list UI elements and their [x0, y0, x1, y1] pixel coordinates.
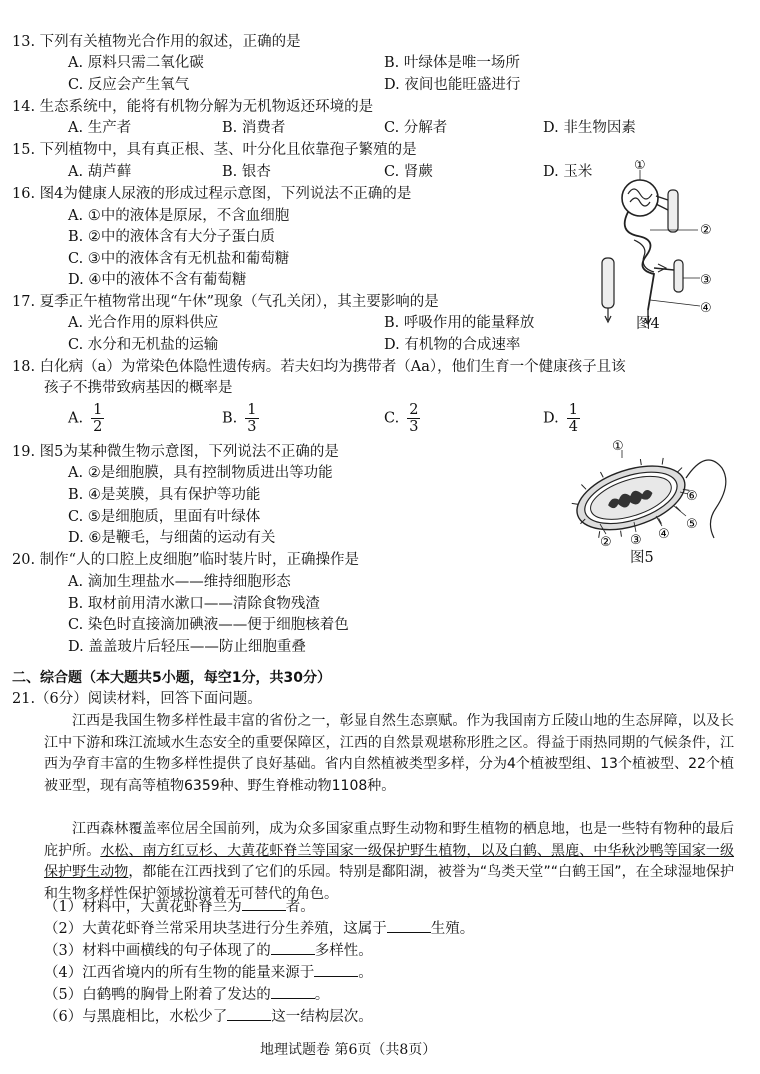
- fig4-label-1: ①: [634, 160, 646, 173]
- q21-sub-4: （4）江西省境内的所有生物的能量来源于 。: [44, 962, 373, 983]
- answer-blank-1[interactable]: [242, 896, 286, 911]
- fig4-label-3: ③: [700, 273, 712, 288]
- q21-sub-1: （1）材料中，大黄花虾脊兰为 者。: [44, 896, 315, 917]
- fig5-label-1: ①: [612, 440, 624, 454]
- q13-option-b: B. 叶绿体是唯一场所: [384, 55, 520, 71]
- q21-sub-2: （2）大黄花虾脊兰常采用块茎进行分生养殖，这属于 生殖。: [44, 918, 474, 939]
- q16-stem: 16. 图4为健康人尿液的形成过程示意图，下列说法不正确的是: [12, 186, 412, 202]
- q21-sub-3: （3）材料中画横线的句子体现了的 多样性。: [44, 940, 373, 961]
- q16-option-b: B. ②中的液体含有大分子蛋白质: [68, 229, 275, 245]
- q21-sub-6: （6）与黑鹿相比，水松少了 这一结构层次。: [44, 1006, 373, 1027]
- page-footer: 地理试题卷 第6页（共8页）: [260, 1042, 437, 1058]
- figure-5-bacterium-diagram: [570, 440, 735, 550]
- fig5-label-5: ⑤: [686, 517, 698, 532]
- q15-option-a: A. 葫芦藓: [68, 164, 132, 180]
- q18-stem-line2: 孩子不携带致病基因的概率是: [44, 380, 233, 396]
- answer-blank-4[interactable]: [314, 962, 358, 977]
- answer-blank-3[interactable]: [271, 940, 315, 955]
- fig4-label-4: ④: [700, 301, 712, 316]
- q13-option-a: A. 原料只需二氧化碳: [68, 55, 204, 71]
- q13-stem: 13. 下列有关植物光合作用的叙述，正确的是: [12, 34, 301, 50]
- q21-passage-paragraph-2: 江西森林覆盖率位居全国前列，成为众多国家重点野生动物和野生植物的栖息地，也是一些特有物种的最后庇护所。水松、南方红豆杉、大黄花虾脊兰等国家一级保护野生植物，以及白鹤、黑鹿、中华秋沙鸭等国家一级保护野生动物，都能在江西找到了它们的乐园。特别是鄱阳湖，被誉为“鸟类天堂”“白鹤王国”，在全球湿地保护和生物多样性保护领域扮演着无可替代的角色。: [44, 821, 735, 902]
- q17-stem: 17. 夏季正午植物常出现“午休”现象（气孔关闭），其主要影响的是: [12, 294, 439, 310]
- fig5-label-6: ⑥: [686, 489, 698, 504]
- q16-option-c: C. ③中的液体含有无机盐和葡萄糖: [68, 251, 290, 267]
- q18-option-a: A. $\frac{1}{2}$: [68, 402, 103, 435]
- figure-4-caption: 图4: [636, 316, 660, 332]
- answer-blank-5[interactable]: [271, 984, 315, 999]
- q19-stem: 19. 图5为某种微生物示意图，下列说法不正确的是: [12, 444, 339, 460]
- q20-option-c: C. 染色时直接滴加碘液——便于细胞核着色: [68, 617, 349, 633]
- q17-option-a: A. 光合作用的原料供应: [68, 315, 219, 331]
- figure-5-caption: 图5: [630, 550, 654, 566]
- fig4-label-2: ②: [700, 223, 712, 238]
- q15-option-d: D. 玉米: [543, 164, 593, 180]
- q15-option-c: C. 肾蕨: [384, 164, 433, 180]
- q16-option-d: D. ④中的液体不含有葡萄糖: [68, 272, 247, 288]
- q18-stem-line1: 18. 白化病（a）为常染色体隐性遗传病。若夫妇均为携带者（Aa），他们生育一个健康孩子且该: [12, 359, 626, 375]
- q18-option-b: B. $\frac{1}{3}$: [222, 402, 257, 435]
- q14-option-d: D. 非生物因素: [543, 120, 636, 136]
- q20-option-a: A. 滴加生理盐水——维持细胞形态: [68, 574, 291, 590]
- underlined-sentence: 水松、南方红豆杉、大黄花虾脊兰等国家一级保护野生植物，以及白鹤、黑鹿、中华秋沙鸭等国家一级保护野生动物: [44, 842, 735, 880]
- q15-stem: 15. 下列植物中，具有真正根、茎、叶分化且依靠孢子繁殖的是: [12, 142, 417, 158]
- q20-stem: 20. 制作“人的口腔上皮细胞”临时装片时，正确操作是: [12, 552, 359, 568]
- q17-option-b: B. 呼吸作用的能量释放: [384, 315, 535, 331]
- q14-option-c: C. 分解者: [384, 120, 448, 136]
- fig5-label-2: ②: [600, 535, 612, 550]
- q15-option-b: B. 银杏: [222, 164, 271, 180]
- q19-option-a: A. ②是细胞膜，具有控制物质进出等功能: [68, 465, 333, 481]
- q21-stem: 21.（6分）阅读材料，回答下面问题。: [12, 691, 262, 707]
- q14-option-b: B. 消费者: [222, 120, 286, 136]
- answer-blank-6[interactable]: [227, 1006, 271, 1021]
- q13-option-c: C. 反应会产生氧气: [68, 77, 190, 93]
- q20-option-d: D. 盖盖玻片后轻压——防止细胞重叠: [68, 639, 306, 655]
- q19-option-d: D. ⑥是鞭毛，与细菌的运动有关: [68, 530, 276, 546]
- fig5-label-4: ④: [658, 527, 670, 542]
- q16-option-a: A. ①中的液体是原尿，不含血细胞: [68, 208, 290, 224]
- fig5-label-3: ③: [630, 533, 642, 548]
- q19-option-c: C. ⑤是细胞质，里面有叶绿体: [68, 509, 261, 525]
- q13-option-d: D. 夜间也能旺盛进行: [384, 77, 521, 93]
- q17-option-d: D. 有机物的合成速率: [384, 337, 521, 353]
- q14-option-a: A. 生产者: [68, 120, 132, 136]
- q14-stem: 14. 生态系统中，能将有机物分解为无机物返还环境的是: [12, 99, 374, 115]
- q21-passage-paragraph-1: 江西是我国生物多样性最丰富的省份之一，彰显自然生态禀赋。作为我国南方丘陵山地的生态屏障，以及长江中下游和珠江流域水生态安全的重要保障区，江西的自然景观堪称形胜之区。得益于雨热同期的气候条件，江西为孕育丰富的生物多样性提供了良好基础。省内自然植被类型多样，分为4个植被型组、13个植被型、22个植被亚型，现有高等植物6359种、野生脊椎动物1108种。: [44, 713, 734, 794]
- q18-option-c: C. $\frac{2}{3}$: [384, 402, 419, 435]
- q19-option-b: B. ④是荚膜，具有保护等功能: [68, 487, 261, 503]
- q18-option-d: D. $\frac{1}{4}$: [543, 402, 578, 435]
- q21-sub-5: （5）白鹤鸭的胸骨上附着了发达的 。: [44, 984, 329, 1005]
- section-2-heading: 二、综合题（本大题共5小题，每空1分，共30分）: [12, 670, 331, 686]
- q17-option-c: C. 水分和无机盐的运输: [68, 337, 219, 353]
- q20-option-b: B. 取材前用清水漱口——清除食物残渣: [68, 596, 320, 612]
- answer-blank-2[interactable]: [387, 918, 431, 933]
- figure-4-nephron-diagram: [588, 160, 728, 335]
